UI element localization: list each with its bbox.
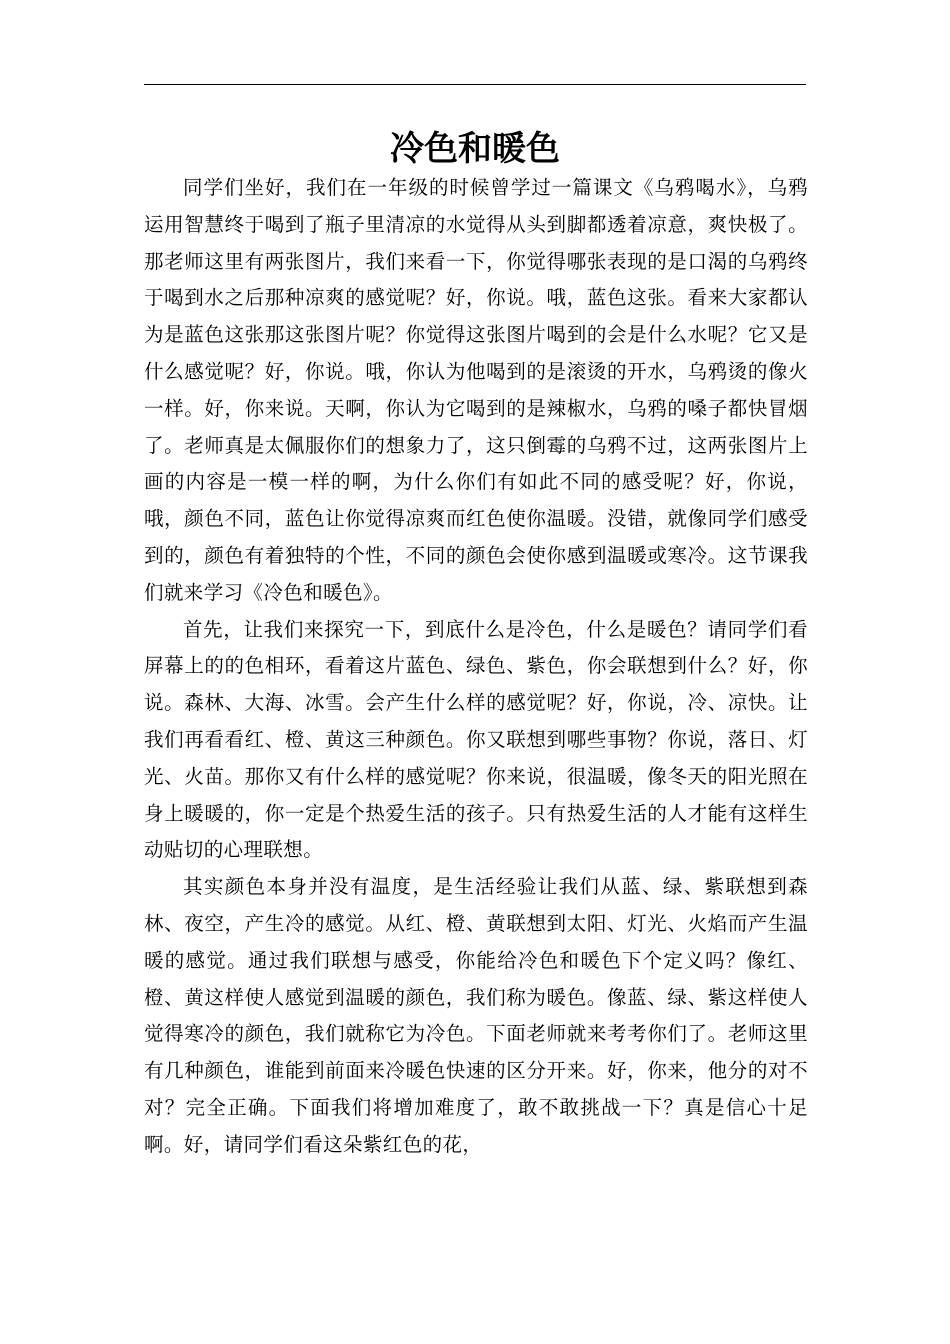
body-text [144,170,808,1164]
page-title: 冷色和暖色 [390,129,560,169]
paragraph-1: 同学们坐好，我们在一年级的时候曾学过一篇课文《乌鸦喝水》，乌鸦运用智慧终于喝到了瓶子里清凉的水觉得从头到脚都透着凉意，爽快极了。那老师这里有两张图片，我们来看一下，你觉得哪张表现的是口渴的乌鸦终于喝到水之后那种凉爽的感觉呢？好，你说。哦，蓝色这张。看来大家都认为是蓝色这张那这张图片呢？你觉得这张图片喝到的会是什么水呢？它又是什么感觉呢？好，你说。哦，你认为他喝到的是滚烫的开水，乌鸦烫的像火一样。好，你来说。天啊，你认为它喝到的是辣椒水，乌鸦的嗓子都快冒烟了。老师真是太佩服你们的想象力了，这只倒霉的乌鸦不过，这两张图片上画的内容是一模一样的啊，为什么你们有如此不同的感受呢？好，你说，哦，颜色不同，蓝色让你觉得凉爽而红色使你温暖。没错，就像同学们感受到的，颜色有着独特的个性，不同的颜色会使你感到温暖或寒冷。这节课我们就来学习《冷色和暖色》。 [144,176,808,604]
header-rule [144,84,806,85]
paragraph-2: 首先，让我们来探究一下，到底什么是冷色，什么是暖色？请同学们看屏幕上的的色相环，看着这片蓝色、绿色、紫色，你会联想到什么？好，你说。森林、大海、冰雪。会产生什么样的感觉呢？好，你说，冷、凉快。让我们再看看红、橙、黄这三种颜色。你又联想到哪些事物？你说，落日、灯光、火苗。那你又有什么样的感觉呢？你来说，很温暖，像冬天的阳光照在身上暖暖的，你一定是个热爱生活的孩子。只有热爱生活的人才能有这样生动贴切的心理联想。 [144,617,808,862]
paragraph-3: 其实颜色本身并没有温度，是生活经验让我们从蓝、绿、紫联想到森林、夜空，产生冷的感觉。从红、橙、黄联想到太阳、灯光、火焰而产生温暖的感觉。通过我们联想与感受，你能给冷色和暖色下个定义吗？像红、橙、黄这样使人感觉到温暖的颜色，我们称为暖色。像蓝、绿、紫这样使人觉得寒冷的颜色，我们就称它为冷色。下面老师就来考考你们了。老师这里有几种颜色，谁能到前面来冷暖色快速的区分开来。好，你来，他分的对不对？完全正确。下面我们将增加难度了，敢不敢挑战一下？真是信心十足啊。好，请同学们看这朵紫红色的花， [144,875,808,1156]
